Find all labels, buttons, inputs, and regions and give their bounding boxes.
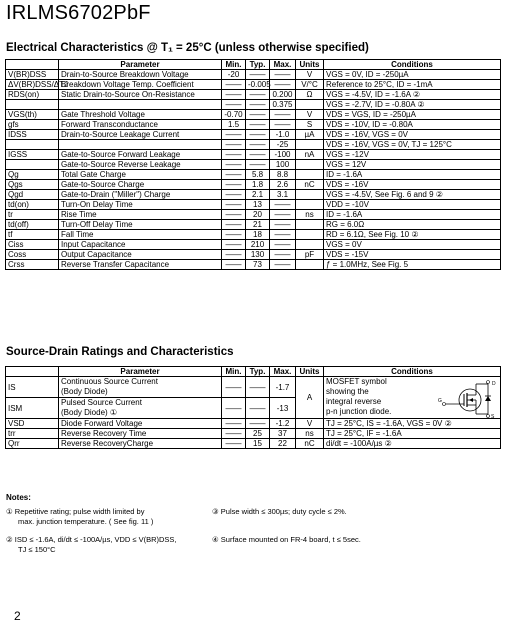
conditions-cell: Reference to 25°C, ID = -1mA [324, 80, 501, 90]
conditions-cell: VGS = -12V [324, 150, 501, 160]
header-max: Max. [270, 367, 296, 377]
parameter-cell: Rise Time [59, 210, 222, 220]
min-cell: —— [222, 180, 246, 190]
parameter-line: (Body Diode) ① [61, 408, 118, 417]
table-row [6, 200, 501, 210]
conditions-cell: VGS = -2.7V, ID = -0.80A ② [324, 100, 501, 110]
parameter-cell: Static Drain-to-Source On-Resistance [59, 90, 222, 100]
min-cell: —— [222, 140, 246, 150]
parameter-cell: Turn-On Delay Time [59, 200, 222, 210]
mosfet-note-line: integral reverse [326, 397, 382, 406]
parameter-cell: Breakdown Voltage Temp. Coefficient [59, 80, 222, 90]
typ-cell: 130 [246, 250, 270, 260]
conditions-cell: VGS = 12V [324, 160, 501, 170]
typ-cell: 15 [246, 439, 270, 449]
min-cell: —— [222, 210, 246, 220]
header-symbol [6, 60, 59, 70]
parameter-cell: Input Capacitance [59, 240, 222, 250]
electrical-characteristics-title: Electrical Characteristics @ T₁ = 25°C (unless otherwise specified) [6, 42, 369, 54]
typ-cell: 20 [246, 210, 270, 220]
conditions-cell: RG = 6.0Ω [324, 220, 501, 230]
symbol-cell: ΔV(BR)DSS/ΔTJ [6, 80, 59, 90]
note-3: ③ Pulse width ≤ 300µs; duty cycle ≤ 2%. [212, 507, 347, 516]
table-row [6, 180, 501, 190]
header-symbol [6, 367, 59, 377]
conditions-cell: ID = -1.6A [324, 210, 501, 220]
min-cell: -0.70 [222, 110, 246, 120]
header-min: Min. [222, 60, 246, 70]
table-row [6, 377, 501, 398]
symbol-cell: trr [6, 429, 59, 439]
typ-cell: 1.8 [246, 180, 270, 190]
max-cell: —— [270, 210, 296, 220]
p-channel-mosfet-symbol [436, 378, 496, 418]
symbol-cell: tf [6, 230, 59, 240]
units-cell [296, 170, 324, 180]
typ-cell: —— [246, 120, 270, 130]
parameter-cell: Output Capacitance [59, 250, 222, 260]
symbol-cell: IDSS [6, 130, 59, 140]
units-cell [296, 140, 324, 150]
min-cell: —— [222, 240, 246, 250]
table-row [6, 190, 501, 200]
units-cell: V [296, 110, 324, 120]
table-row [6, 250, 501, 260]
max-cell: —— [270, 80, 296, 90]
units-cell: S [296, 120, 324, 130]
table-row [6, 150, 501, 160]
max-cell: 22 [270, 439, 296, 449]
max-cell: —— [270, 120, 296, 130]
conditions-cell: VDS = -10V, ID = -0.80A [324, 120, 501, 130]
min-cell: —— [222, 429, 246, 439]
typ-cell: 210 [246, 240, 270, 250]
max-cell: —— [270, 220, 296, 230]
parameter-cell: Gate Threshold Voltage [59, 110, 222, 120]
table-row [6, 230, 501, 240]
min-cell: —— [222, 419, 246, 429]
header-parameter: Parameter [59, 60, 222, 70]
table-row [6, 429, 501, 439]
parameter-cell [59, 140, 222, 150]
units-cell: Ω [296, 90, 324, 100]
max-cell: 37 [270, 429, 296, 439]
min-cell: —— [222, 190, 246, 200]
typ-cell: —— [246, 90, 270, 100]
table-row [6, 160, 501, 170]
parameter-cell: Fall Time [59, 230, 222, 240]
max-cell: —— [270, 110, 296, 120]
table-row [6, 110, 501, 120]
parameter-cell [59, 398, 222, 419]
header-conditions: Conditions [324, 60, 501, 70]
note-2-line: TJ ≤ 150°C [18, 545, 56, 554]
min-cell: —— [222, 80, 246, 90]
parameter-cell [59, 377, 222, 398]
part-number: IRLMS6702PbF [6, 2, 151, 24]
table-row [6, 140, 501, 150]
units-cell: nA [296, 150, 324, 160]
table-row [6, 260, 501, 270]
conditions-cell: VDS = -16V, VGS = 0V, TJ = 125°C [324, 140, 501, 150]
parameter-cell: Drain-to-Source Leakage Current [59, 130, 222, 140]
conditions-cell: VDD = -10V [324, 200, 501, 210]
units-cell [296, 160, 324, 170]
electrical-characteristics-table [5, 59, 501, 270]
units-cell [296, 260, 324, 270]
symbol-cell: VGS(th) [6, 110, 59, 120]
note-2-line: ② ISD ≤ -1.6A, di/dt ≤ -100A/µs, VDD ≤ V(BR)DSS, [6, 535, 177, 544]
max-cell: 0.375 [270, 100, 296, 110]
parameter-cell: Forward Transconductance [59, 120, 222, 130]
mosfet-note-line: p-n junction diode. [326, 407, 392, 416]
min-cell: —— [222, 220, 246, 230]
units-cell [296, 220, 324, 230]
units-cell: ns [296, 210, 324, 220]
gate-label: G [438, 398, 442, 404]
parameter-line: (Body Diode) [61, 387, 108, 396]
min-cell: —— [222, 439, 246, 449]
mosfet-symbol-cell [324, 377, 501, 419]
max-cell: -1.2 [270, 419, 296, 429]
min-cell: —— [222, 100, 246, 110]
parameter-cell: Gate-to-Drain ("Miller") Charge [59, 190, 222, 200]
note-2 [6, 535, 177, 555]
max-cell: -1.7 [270, 377, 296, 398]
typ-cell: 13 [246, 200, 270, 210]
max-cell: —— [270, 250, 296, 260]
units-cell: V [296, 419, 324, 429]
note-1 [6, 507, 153, 527]
table-header-row [6, 367, 501, 377]
parameter-cell: Gate-to-Source Forward Leakage [59, 150, 222, 160]
min-cell: —— [222, 170, 246, 180]
parameter-cell: Total Gate Charge [59, 170, 222, 180]
symbol-cell: Ciss [6, 240, 59, 250]
max-cell: —— [270, 200, 296, 210]
typ-cell: 25 [246, 429, 270, 439]
max-cell: -13 [270, 398, 296, 419]
max-cell: -25 [270, 140, 296, 150]
symbol-cell: Coss [6, 250, 59, 260]
conditions-cell: RD = 6.1Ω, See Fig. 10 ② [324, 230, 501, 240]
table-row [6, 120, 501, 130]
conditions-cell: VGS = -4.5V, ID = -1.6A ② [324, 90, 501, 100]
conditions-cell: ƒ = 1.0MHz, See Fig. 5 [324, 260, 501, 270]
min-cell: —— [222, 160, 246, 170]
parameter-line: Pulsed Source Current [61, 398, 142, 407]
parameter-cell: Gate-to-Source Reverse Leakage [59, 160, 222, 170]
typ-cell: 18 [246, 230, 270, 240]
header-typ: Typ. [246, 367, 270, 377]
units-cell [296, 240, 324, 250]
min-cell: —— [222, 377, 246, 398]
symbol-cell: td(on) [6, 200, 59, 210]
typ-cell: —— [246, 150, 270, 160]
header-units: Units [296, 60, 324, 70]
min-cell: —— [222, 230, 246, 240]
table-row [6, 210, 501, 220]
units-cell [296, 230, 324, 240]
symbol-cell: Qg [6, 170, 59, 180]
max-cell: -1.0 [270, 130, 296, 140]
source-label: S [491, 414, 495, 420]
units-cell: nC [296, 180, 324, 190]
table-row [6, 70, 501, 80]
source-drain-table [5, 366, 501, 449]
units-cell: ns [296, 429, 324, 439]
table-row [6, 130, 501, 140]
typ-cell: —— [246, 110, 270, 120]
max-cell: 3.1 [270, 190, 296, 200]
units-cell: pF [296, 250, 324, 260]
min-cell: —— [222, 250, 246, 260]
typ-cell: —— [246, 160, 270, 170]
conditions-cell: TJ = 25°C, IS = -1.6A, VGS = 0V ② [324, 419, 501, 429]
conditions-cell: di/dt = -100A/µs ② [324, 439, 501, 449]
min-cell: —— [222, 260, 246, 270]
parameter-cell: Reverse RecoveryCharge [59, 439, 222, 449]
symbol-cell: Qrr [6, 439, 59, 449]
max-cell: 2.6 [270, 180, 296, 190]
parameter-cell: Drain-to-Source Breakdown Voltage [59, 70, 222, 80]
symbol-cell: tr [6, 210, 59, 220]
table-row [6, 439, 501, 449]
table-row [6, 170, 501, 180]
conditions-cell: VDS = -16V [324, 180, 501, 190]
min-cell: 1.5 [222, 120, 246, 130]
typ-cell: —— [246, 130, 270, 140]
typ-cell: —— [246, 377, 270, 398]
units-cell: nC [296, 439, 324, 449]
symbol-cell: Qgs [6, 180, 59, 190]
header-min: Min. [222, 367, 246, 377]
symbol-cell: gfs [6, 120, 59, 130]
conditions-cell: VDS = VGS, ID = -250µA [324, 110, 501, 120]
min-cell: —— [222, 200, 246, 210]
note-1-line: ① Repetitive rating; pulse width limited by [6, 507, 145, 516]
conditions-cell: VGS = -4.5V, See Fig. 6 and 9 ② [324, 190, 501, 200]
drain-label: D [492, 381, 496, 387]
symbol-cell: Qgd [6, 190, 59, 200]
table-header-row [6, 60, 501, 70]
min-cell: —— [222, 130, 246, 140]
typ-cell: —— [246, 140, 270, 150]
max-cell: 0.200 [270, 90, 296, 100]
max-cell: —— [270, 230, 296, 240]
symbol-cell [6, 160, 59, 170]
max-cell: —— [270, 70, 296, 80]
source-drain-title: Source-Drain Ratings and Characteristics [6, 346, 234, 358]
conditions-cell: TJ = 25°C, IF = -1.6A [324, 429, 501, 439]
typ-cell: —— [246, 398, 270, 419]
header-max: Max. [270, 60, 296, 70]
notes-title: Notes: [6, 493, 31, 502]
max-cell: 100 [270, 160, 296, 170]
parameter-line: Continuous Source Current [61, 377, 158, 386]
min-cell: -20 [222, 70, 246, 80]
typ-cell: 73 [246, 260, 270, 270]
symbol-cell: VSD [6, 419, 59, 429]
parameter-cell: Turn-Off Delay Time [59, 220, 222, 230]
symbol-cell: RDS(on) [6, 90, 59, 100]
max-cell: —— [270, 240, 296, 250]
table-row [6, 90, 501, 100]
symbol-cell: IGSS [6, 150, 59, 160]
symbol-cell: V(BR)DSS [6, 70, 59, 80]
header-conditions: Conditions [324, 367, 501, 377]
typ-cell: —— [246, 419, 270, 429]
typ-cell: 21 [246, 220, 270, 230]
table-row [6, 100, 501, 110]
page-number: 2 [14, 609, 21, 623]
units-cell: µA [296, 130, 324, 140]
units-cell [296, 190, 324, 200]
typ-cell: -0.005 [246, 80, 270, 90]
conditions-cell: VDS = -15V [324, 250, 501, 260]
typ-cell: —— [246, 70, 270, 80]
units-cell [296, 200, 324, 210]
header-parameter: Parameter [59, 367, 222, 377]
symbol-cell [6, 140, 59, 150]
symbol-cell: IS [6, 377, 59, 398]
units-cell [296, 100, 324, 110]
parameter-cell [59, 100, 222, 110]
typ-cell: 2.1 [246, 190, 270, 200]
mosfet-note-line: MOSFET symbol [326, 377, 387, 386]
symbol-cell [6, 100, 59, 110]
conditions-cell: VDS = -16V, VGS = 0V [324, 130, 501, 140]
min-cell: —— [222, 398, 246, 419]
units-cell: A [296, 377, 324, 419]
mosfet-note-line: showing the [326, 387, 369, 396]
parameter-cell: Reverse Transfer Capacitance [59, 260, 222, 270]
max-cell: —— [270, 260, 296, 270]
header-units: Units [296, 367, 324, 377]
typ-cell: 5.8 [246, 170, 270, 180]
note-4: ④ Surface mounted on FR-4 board, t ≤ 5sec. [212, 535, 361, 544]
max-cell: -100 [270, 150, 296, 160]
symbol-cell: td(off) [6, 220, 59, 230]
symbol-cell: Crss [6, 260, 59, 270]
units-cell: V/°C [296, 80, 324, 90]
min-cell: —— [222, 150, 246, 160]
parameter-cell: Reverse Recovery Time [59, 429, 222, 439]
typ-cell: —— [246, 100, 270, 110]
table-row [6, 80, 501, 90]
table-row [6, 220, 501, 230]
note-1-line: max. junction temperature. ( See fig. 11 ) [18, 517, 154, 526]
conditions-cell: ID = -1.6A [324, 170, 501, 180]
conditions-cell: VGS = 0V, ID = -250µA [324, 70, 501, 80]
parameter-cell: Diode Forward Voltage [59, 419, 222, 429]
table-row [6, 419, 501, 429]
table-row [6, 240, 501, 250]
header-typ: Typ. [246, 60, 270, 70]
max-cell: 8.8 [270, 170, 296, 180]
parameter-cell: Gate-to-Source Charge [59, 180, 222, 190]
units-cell: V [296, 70, 324, 80]
min-cell: —— [222, 90, 246, 100]
symbol-cell: ISM [6, 398, 59, 419]
conditions-cell: VGS = 0V [324, 240, 501, 250]
